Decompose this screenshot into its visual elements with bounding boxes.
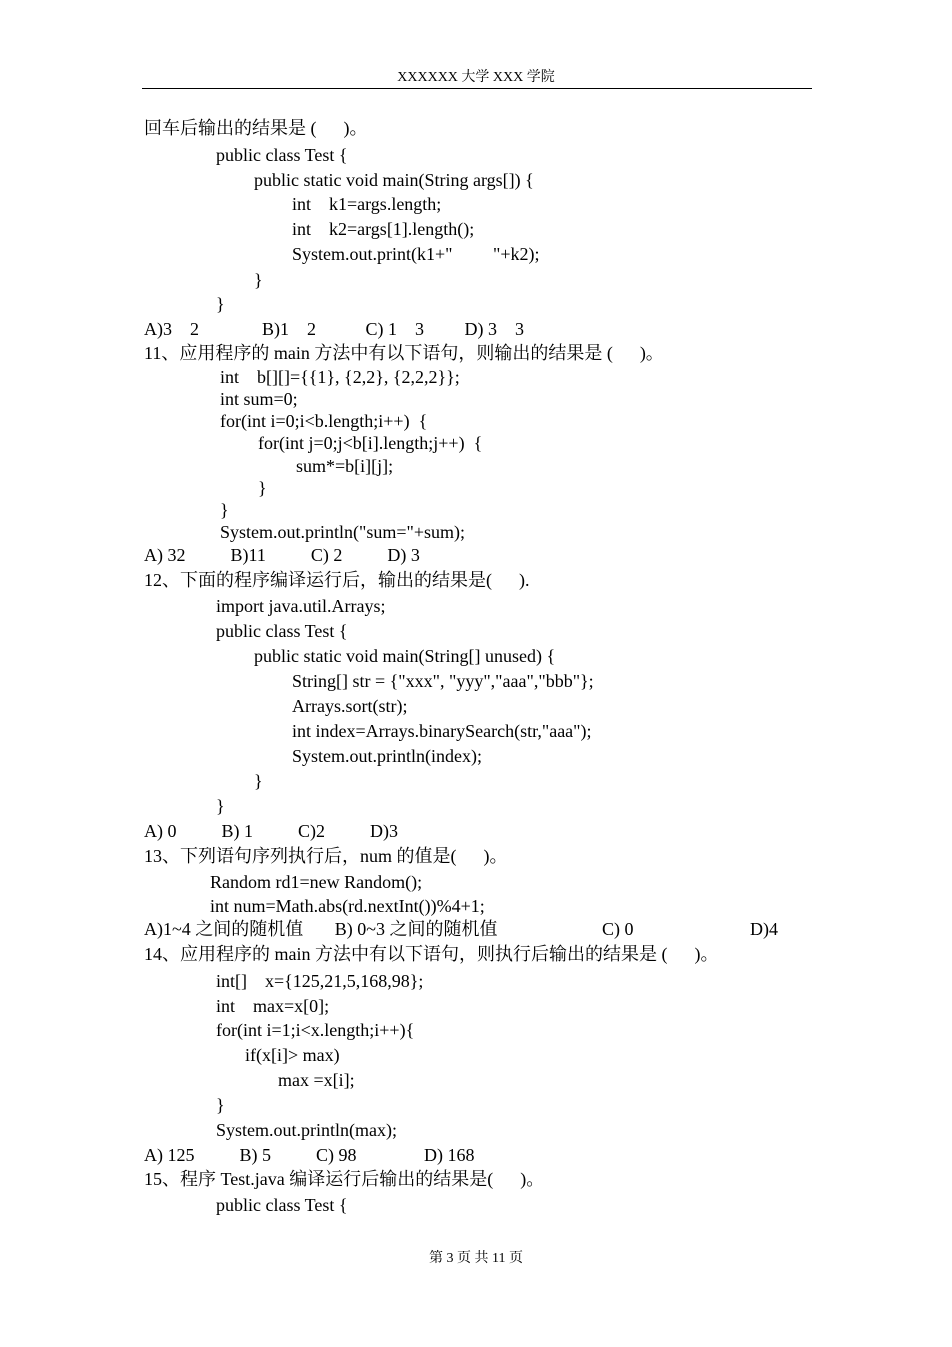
answer-options: A) 32 B)11 C) 2 D) 3 <box>144 545 420 565</box>
code-line: public static void main(String args[]) { <box>254 170 534 190</box>
code-line: public class Test { <box>216 145 348 165</box>
answer-options: A) 0 B) 1 C)2 D)3 <box>144 821 398 841</box>
answer-options: A)3 2 B)1 2 C) 1 3 D) 3 3 <box>144 319 524 339</box>
header-divider <box>142 88 812 89</box>
code-line: System.out.println(index); <box>292 746 482 766</box>
answer-options: A) 125 B) 5 C) 98 D) 168 <box>144 1145 475 1165</box>
code-line: } <box>216 294 225 314</box>
code-line: } <box>216 796 225 816</box>
code-line: int b[][]={{1}, {2,2}, {2,2,2}}; <box>220 367 460 387</box>
code-line: for(int i=0;i<b.length;i++) { <box>220 411 428 431</box>
code-line: int sum=0; <box>220 389 298 409</box>
question-14-title: 14、应用程序的 main 方法中有以下语句，则执行后输出的结果是 ( )。 <box>144 944 719 964</box>
question-11-title: 11、应用程序的 main 方法中有以下语句，则输出的结果是 ( )。 <box>144 343 664 363</box>
question-12-title: 12、下面的程序编译运行后，输出的结果是( ). <box>144 570 530 590</box>
code-line: for(int i=1;i<x.length;i++){ <box>216 1020 415 1040</box>
code-line: public static void main(String[] unused) { <box>254 646 556 666</box>
code-line: System.out.println("sum="+sum); <box>220 522 466 542</box>
code-line: if(x[i]> max) <box>245 1045 340 1065</box>
code-line: } <box>254 270 263 290</box>
code-line: } <box>220 500 229 520</box>
code-line: System.out.print(k1+" "+k2); <box>292 244 540 264</box>
page-header-title: XXXXXX 大学 XXX 学院 <box>397 70 555 85</box>
answer-option-d: D)4 <box>750 919 778 939</box>
code-line: Random rd1=new Random(); <box>210 872 423 892</box>
question-intro-line: 回车后输出的结果是 ( )。 <box>144 118 368 138</box>
answer-options: A)1~4 之间的随机值 B) 0~3 之间的随机值 <box>144 919 498 939</box>
answer-option-c: C) 0 <box>602 919 634 939</box>
code-line: int max=x[0]; <box>216 996 330 1016</box>
code-line: import java.util.Arrays; <box>216 596 386 616</box>
code-line: Arrays.sort(str); <box>292 696 408 716</box>
question-13-title: 13、下列语句序列执行后，num 的值是( )。 <box>144 846 508 866</box>
code-line: public class Test { <box>216 621 348 641</box>
code-line: sum*=b[i][j]; <box>296 456 394 476</box>
code-line: int k1=args.length; <box>292 194 442 214</box>
code-line: for(int j=0;j<b[i].length;j++) { <box>258 433 483 453</box>
code-line: } <box>216 1095 225 1115</box>
code-line: int num=Math.abs(rd.nextInt())%4+1; <box>210 896 485 916</box>
code-line: } <box>258 478 267 498</box>
code-line: System.out.println(max); <box>216 1120 397 1140</box>
code-line: int[] x={125,21,5,168,98}; <box>216 971 424 991</box>
code-line: String[] str = {"xxx", "yyy","aaa","bbb"}; <box>292 671 594 691</box>
code-line: int k2=args[1].length(); <box>292 219 475 239</box>
code-line: int index=Arrays.binarySearch(str,"aaa"); <box>292 721 592 741</box>
code-line: public class Test { <box>216 1195 348 1215</box>
code-line: } <box>254 771 263 791</box>
page-footer: 第 3 页 共 11 页 <box>429 1251 523 1266</box>
question-15-title: 15、程序 Test.java 编译运行后输出的结果是( )。 <box>144 1169 545 1189</box>
code-line: max =x[i]; <box>278 1070 355 1090</box>
